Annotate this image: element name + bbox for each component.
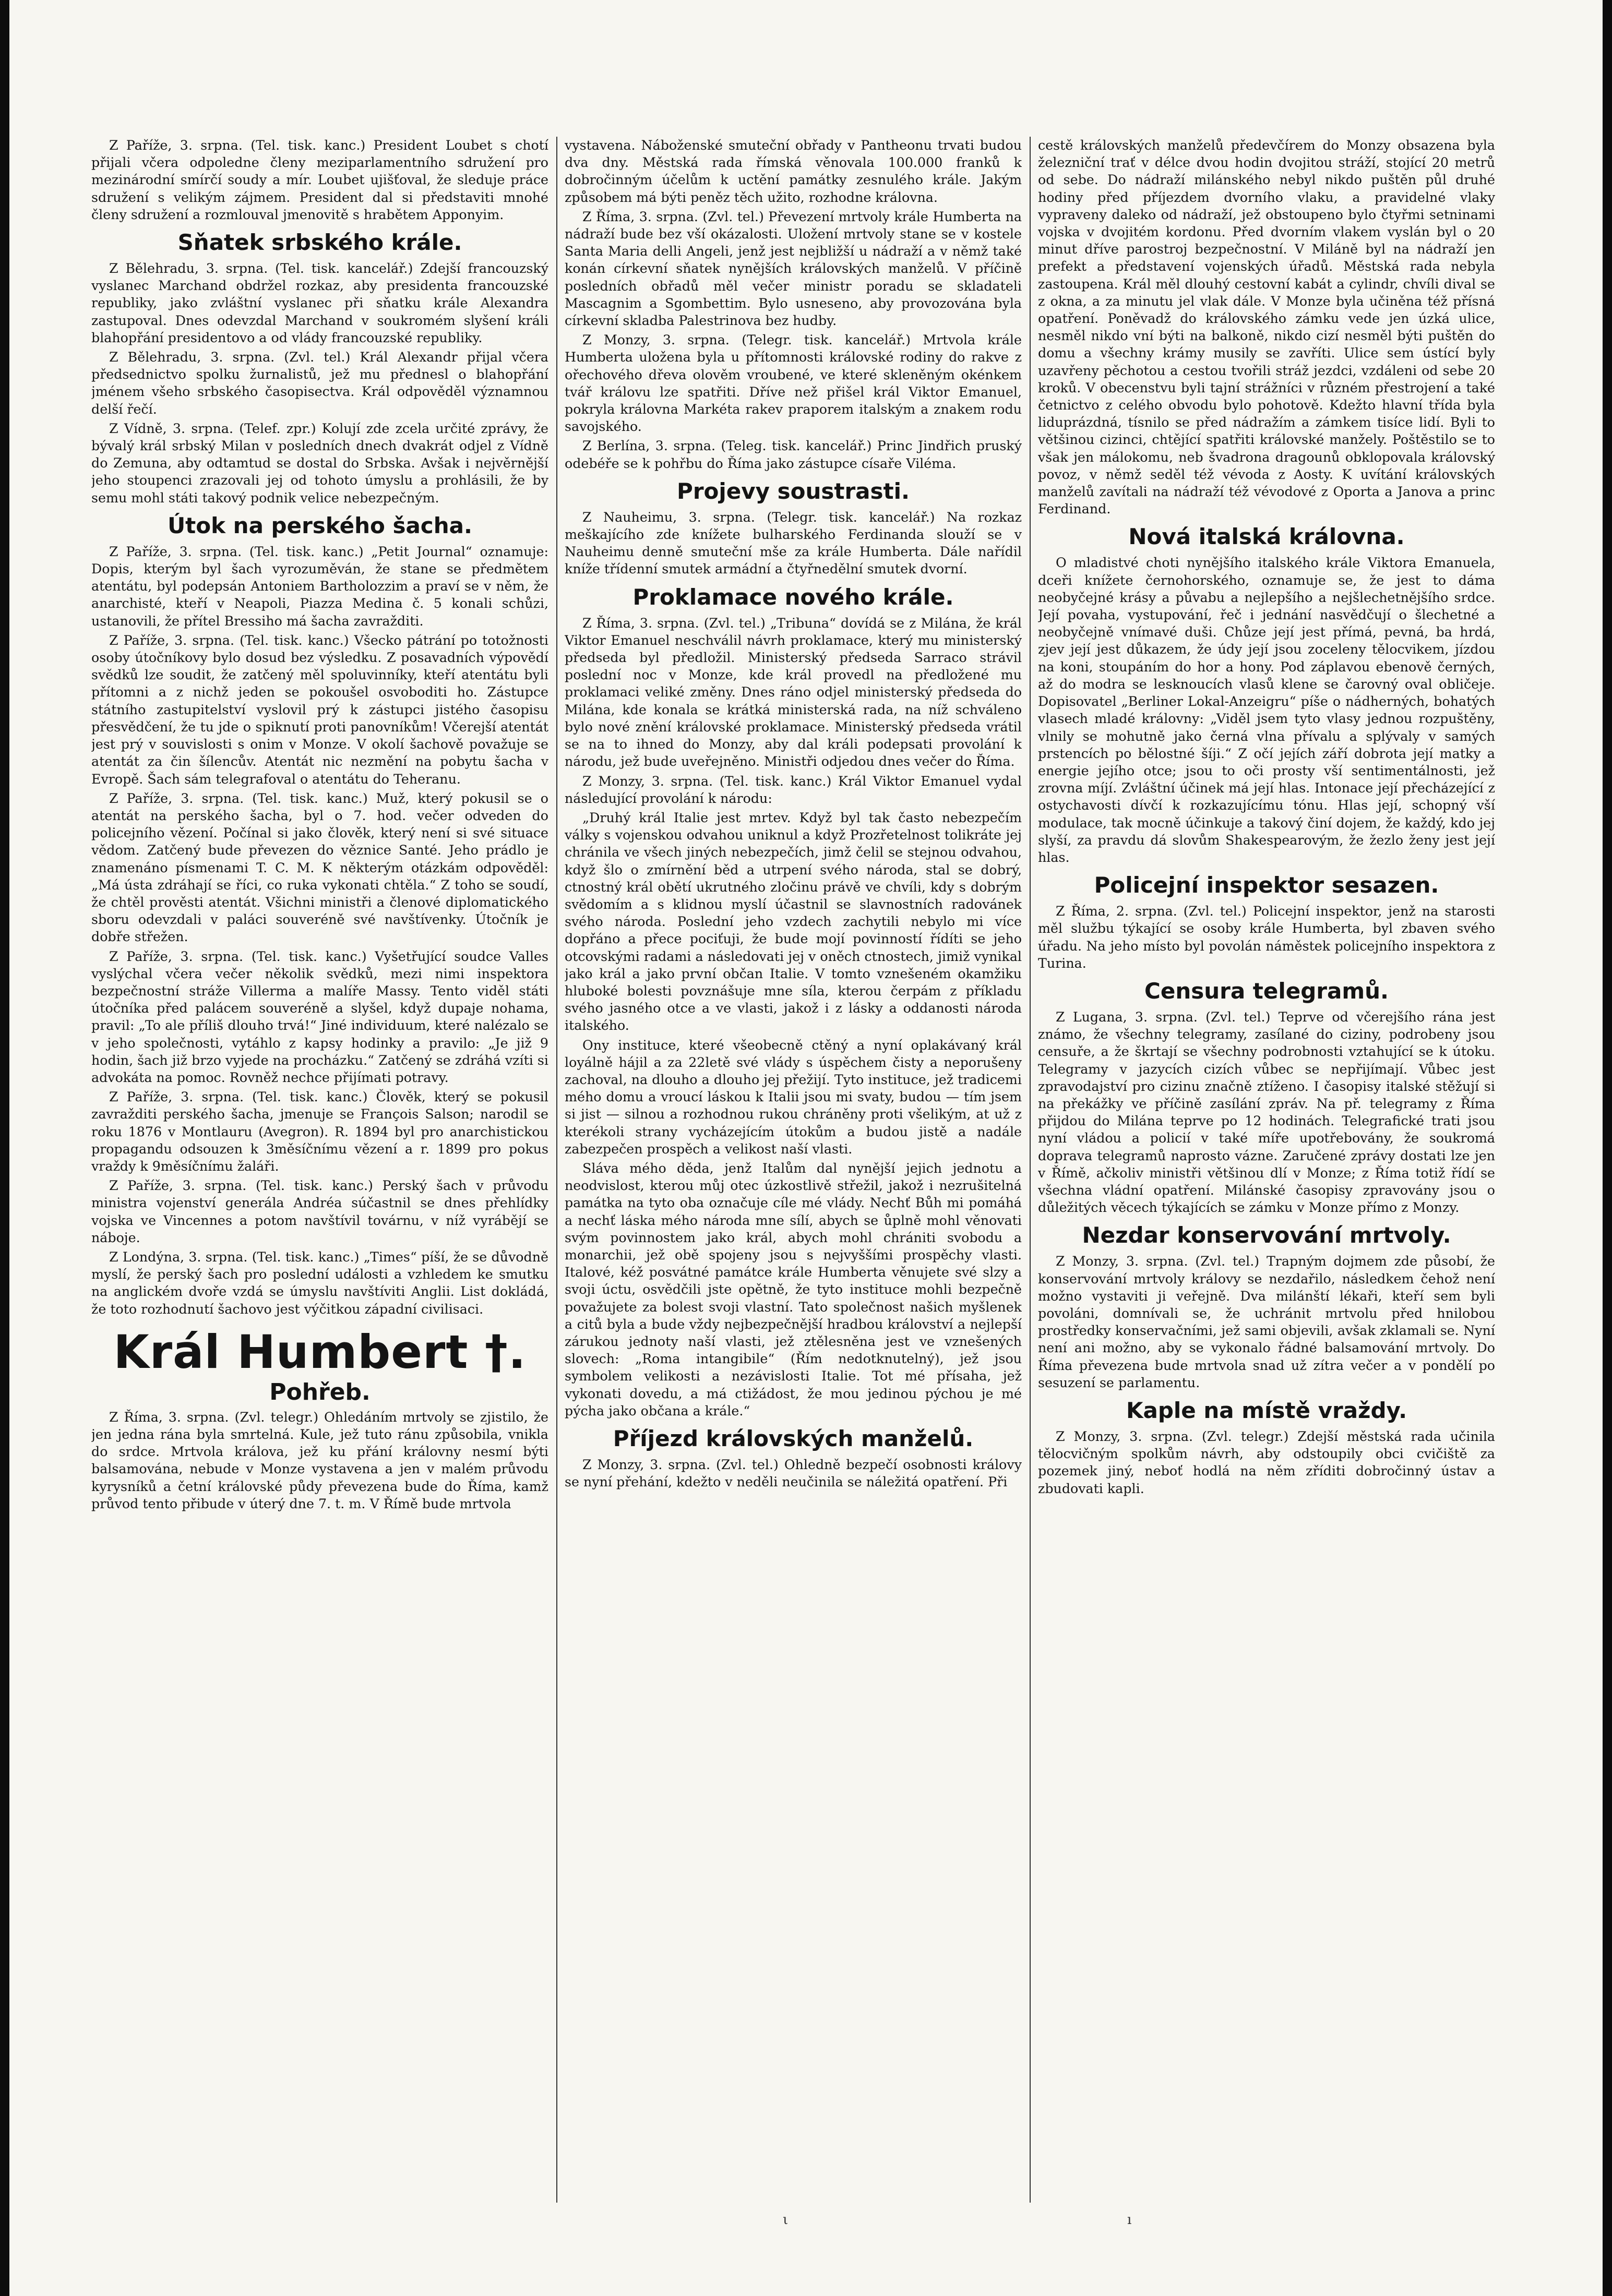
- headline-nova-kralovna: Nová italská královna.: [1128, 524, 1405, 550]
- column-3: [1038, 137, 1495, 2205]
- headline-proklamace: Proklamace nového krále.: [632, 584, 954, 610]
- headline-kaple: Kaple na místě vraždy.: [1126, 1398, 1407, 1423]
- article-paragraph: Z Paříže, 3. srpna. (Tel. tisk. kanc.) Perský šach v průvodu ministra vojenství generála Andréa súčastnil se dnes přehlídky vojska ve Vincennes a potom navštívil továrnu, v níž vyrábějí se náboje.: [91, 1178, 548, 1245]
- article-paragraph: Z Bělehradu, 3. srpna. (Tel. tisk. kancelář.) Zdejší francouzský vyslanec Marchand obdržel rozkaz, aby presidenta francouzské republiky, jako zvláštní vyslanec při sňatku krále Alexandra zastupoval. Dnes odevzdal Marchand v soukromém slyšení králi blahopřání presidentovo a od vlády francouzské republiky.: [91, 261, 548, 345]
- article-paragraph: Z Nauheimu, 3. srpna. (Telegr. tisk. kancelář.) Na rozkaz meškajícího zde knížete bulharského Ferdinanda slouží se v Nauheimu denně smuteční mše za krále Humberta. Dále nařídil kníže třídenní smutek armádní a čtyřnedělní smutek dvorní.: [565, 509, 1022, 577]
- subheadline-pohreb: Pohřeb.: [269, 1378, 371, 1405]
- article-paragraph: Z Bělehradu, 3. srpna. (Zvl. tel.) Král Alexandr přijal včera předsednictvo spolku žurnalistů, jež mu přednesl o blahopřání jménem všeho srbského časopisectva. Král odpověděl významnou delší řečí.: [91, 350, 548, 417]
- article-paragraph: Z Monzy, 3. srpna. (Zvl. tel.) Trapným dojmem zde působí, že konservování mrtvoly královy se nezdařilo, následkem čehož není možno vystaviti ji veřejně. Dva milánští lékaři, kteří sem byli povoláni, domnívali se, že uchránit mrtvolu před hnilobou prostředky konservačními, jež sami objevili, avšak zklamali se. Nyní není ani možno, aby se vykonalo řádné balsamování mrtvoly. Do Říma převezena bude mrtvola snad už zítra večer a v pondělí po sesuzení se parlamentu.: [1038, 1254, 1495, 1390]
- article-paragraph: Z Monzy, 3. srpna. (Zvl. telegr.) Zdejší městská rada učinila tělocvičným spolkům návrh, aby odstoupily obci cvičiště za pozemek jiný, neboť hodlá na něm zříditi dobročinný ústav a zbudovati kapli.: [1038, 1429, 1495, 1496]
- headline-nezdar: Nezdar konservování mrtvoly.: [1082, 1222, 1451, 1248]
- article-paragraph: Z Říma, 3. srpna. (Zvl. tel.) „Tribuna“ dovídá se z Milána, že král Viktor Emanuel neschválil návrh proklamace, který mu ministerský předseda byl předložil. Ministerský předseda Sarraco strávil poslední noc v Monze, kde král provedl na předložené mu proklamaci veliké změny. Dnes ráno odjel ministerský předseda do Milána, kde konala se krátká ministerská rada, na níž schváleno bylo nové znění královské proklamace. Ministerský předseda vrátil se na to ihned do Monzy, aby dal králi podepsati provolání k národu, jež bude uveřejněno. Ministři odjedou dnes večer do Říma.: [565, 615, 1022, 770]
- article-paragraph: Z Monzy, 3. srpna. (Zvl. tel.) Ohledně bezpečí osobnosti královy se nyní přehání, kdežto v neděli neučinila se náležitá opatření. Při: [565, 1457, 1022, 1490]
- headline-censura: Censura telegramů.: [1144, 978, 1389, 1004]
- column-rule: [556, 137, 557, 2203]
- article-paragraph: Z Paříže, 3. srpna. (Tel. tisk. kanc.) Vyšetřující soudce Valles vyslýchal včera večer několik svědků, mezi nimi inspektora bezpečnostní stráže Villerma a malíře Massy. Tento viděl státi útočníka před palácem souveréně a slyšel, když dupaje nohama, pravil: „To ale příliš dlouho trvá!“ Jiné individuum, které nalézalo se v jeho společnosti, vytáhlo z kapsy hodinky a pravilo: „Je již 9 hodin, šach již brzo vyjede na procházku.“ Zatčený se zdráhá vzíti si advokáta na pomoc. Rovněž nechce přijímati potravy.: [91, 948, 548, 1085]
- article-paragraph: Z Monzy, 3. srpna. (Tel. tisk. kanc.) Král Viktor Emanuel vydal následující provolání k národu:: [565, 773, 1022, 806]
- article-paragraph: Ony instituce, které všeobecně ctěný a nyní oplakávaný král loyálně hájil a za 22letě své vlády s úspěchem čisty a neporušeny zachoval, na dlouho a dlouho jej přežijí. Tyto instituce, jež tradicemi mého domu a vroucí láskou k Italii jsou mi svaty, budou — tím jsem si jist — silnou a rozhodnou rukou chráněny proti všelikým, at už z kterékoli strany vycházejícím útokům a budou jistě a nadále zabezpečen prospěch a velikost naší vlasti.: [565, 1037, 1022, 1157]
- column-rule: [1030, 137, 1031, 2203]
- headline-utok: Útok na perského šacha.: [168, 512, 472, 538]
- article-paragraph: Z Berlína, 3. srpna. (Teleg. tisk. kancelář.) Princ Jindřich pruský odebéře se k pohřbu do Říma jako zástupce císaře Viléma.: [565, 438, 1022, 471]
- footer-mark: ı: [1127, 2212, 1132, 2228]
- article-paragraph: Sláva mého děda, jenž Italům dal nynější jejich jednotu a neodvislost, kterou můj otec úzkostlivě střežil, jakož i nezrušitelná památka na tyto oba označuje cíle mé vlády. Nechť Bůh mi pomáhá a nechť láska mého národa mne sílí, abych se ůplně mohl věnovati svým povinnostem jako král, abych mohl chrániti svobodu a monarchii, jež obě spojeny jsou s nejvyššími prospěchy vlasti. Italové, kéž posvátné památce krále Humberta věnujete své slzy a svoji úctu, osvědčili jste opětně, že tyto instituce mohli bezpečně považujete za bolest svoji vlastní. Tato společnost našich myšlenek a citů byla a bude vždy nejbezpečnější hradbou království a nejlepší zárukou jednoty naší vlasti, jež ztělesněna jest ve vznešených slovech: „Roma intangibile“ (Řím nedotknutelný), jež jsou symbolem velikosti a nezávislosti Italie. Tot mé přísaha, jež vykonati dovedu, a má ctižádost, že mou jedinou pýchou je mé pýcha jako občana a krále.“: [565, 1160, 1022, 1419]
- article-paragraph: Z Vídně, 3. srpna. (Telef. zpr.) Kolují zde zcela určité zprávy, že bývalý král srbský Milan v posledních dnech dvakrát odjel z Vídně do Zemuna, aby odtamtud se dostal do Srbska. Avšak i nejvěrnější jeho stoupenci zrazovali jej od tohoto úmyslu a prohlásili, že by semu mohl státi takový podnik velice nebezpečným.: [91, 420, 548, 506]
- article-paragraph: Z Monzy, 3. srpna. (Telegr. tisk. kancelář.) Mrtvola krále Humberta uložena byla u přítomnosti královské rodiny do rakve z ořechového dřeva olověm vroubené, ve které skleněným okénkem tvář královu lze spatřiti. Dříve než přišel král Viktor Emanuel, pokryla královna Markéta rakev praporem italským a znakem rodu savojského.: [565, 332, 1022, 435]
- article-paragraph: Z Paříže, 3. srpna. (Tel. tisk. kanc.) President Loubet s chotí přijali včera odpoledne členy meziparlamentního sdružení pro mezinárodní smírčí soudy a mír. Loubet ujišťoval, že sleduje práce sdružení s velikým zájmem. President dal si představiti mnohé členy sdružení a rozmlouval jmenovitě s hrabětem Apponyim.: [91, 138, 548, 222]
- headline-kral-humbert: Král Humbert †.: [113, 1325, 527, 1379]
- article-paragraph: O mladistvé choti nynějšího italského krále Viktora Emanuela, dceři knížete černohorského, oznamuje se, že jest to dáma neobyčejné krásy a půvabu a nejlepšího a nejšlechetnějšího srdce. Její povaha, vystupování, řeč i jednání nasvědčují o šlechetné a neobyčejně vnímavé duši. Chůze její jest přímá, pevná, ba hrdá, zjev její jest důkazem, že údy její jsou zoceleny tělocvikem, jízdou na koni, stoupáním do hor a hony. Pod záplavou ebenově černých, až do modra se lesknoucích vlasů klene se čarovný oval obličeje. Dopisovatel „Berliner Lokal-Anzeigru“ píše o nádherných, bohatých vlasech mladé královny: „Viděl jsem tyto vlasy jednou rozpuštěny, vlnily se mohutně jako černá vlna přívalu a splývaly v samých prstencích po bělostné šíji.“ Z očí jejích září dobrota její matky a energie jejího otce; jsou to oči prosty vší sentimentálnosti, jež zrovna míjí. Zvláštní účinek má její hlas. Intonace její přecházející z ostychavosti dívčí k rozkazujícímu tónu. Hlas její, schopný vší modulace, tak mocně účinkuje a takový činí dojem, že každý, kdo jej slyší, za pravdu dá slovům Shakespearovým, že žezlo ženy jest její hlas.: [1038, 555, 1495, 865]
- newspaper-page: [91, 137, 1495, 2205]
- article-paragraph: Z Londýna, 3. srpna. (Tel. tisk. kanc.) „Times“ píší, že se důvodně myslí, že perský šach pro poslední události a vzhledem ke smutku na anglickém dvoře vzdá se úmyslu navštíviti Anglii. List dokládá, že toto rozhodnutí šachovo jest výčitkou západní civilisaci.: [91, 1249, 548, 1317]
- article-paragraph: cestě královských manželů předevčírem do Monzy obsazena byla železniční trať v délce dvou hodin dvojitou stráží, stojící 20 metrů od sebe. Do nádraží milánského nebyl nikdo puštěn půl druhé hodiny před příjezdem dvorního vlaku, a pravidelné vlaky vypraveny daleko od nádraží, jež obstoupeno bylo čtyřmi setninami vojska v dvojitém kordonu. Před dvorním vlakem vyslán byl o 20 minut dříve parostroj bezpečnostní. V Miláně byl na nádraží jen prefekt a představení vojenských úřadů. Městská rada nebyla zastoupena. Král měl dlouhý cestovní kabát a cylindr, chvíli dival se z okna, a za minutu jel vlak dále. V Monze byla učiněna též přísná opatření. Poněvadž do královského zámku vede jen úzká ulice, nesměl nikdo vní býti na balkoně, nikdo cizí nesměl býti puštěn do domu a všechny krámy musily se zavříti. Ulice sem ústící byly uzavřeny pěchotou a cestou tvořili stráž jezdci, vzdáleni od sebe 20 kroků. V obecenstvu byli tajní strážníci v různém přestrojení a také četnictvo z celého obvodu bylo pohotově. Kdežto hlavní třída byla liduprázdná, tísnilo se před nádražím a zámkem tisíce lidí. Byli to většinou cizinci, chtějící spatřiti královské manžely. Poštěstilo se to však jen málokomu, neb švadrona dragounů obklopovala královský povoz, v němž seděl též vévoda z Aosty. K uvítání královských manželů zavítali na nádraží též vévodové z Oporta a Janova a princ Ferdinand.: [1038, 138, 1495, 517]
- scan-border-left: [0, 0, 9, 2296]
- article-paragraph: „Druhý král Italie jest mrtev. Když byl tak často nebezpečím války s vojenskou odvahou uniknul a když Prozřetelnost tolikráte jej chránila ve všech jiných nebezpečích, jimž čelil se stejnou odvahou, když šlo o zmírnění běd a utrpení svého národa, stal se dobrý, ctnostný král obětí ukrutného zločinu právě ve chvíli, kdy s dobrým svědomím a s klidnou myslí účastnil se slavnostních radovánek svého národa. Poslední jeho vzdech zachytili nebylo mi více dopřáno a přece pociťuji, že bude mojí povinností řídíti se jeho otcovskými radami a následovati jej v oněch ctnostech, jimiž vynikal jako král a jako první občan Italie. V tomto vznešeném okamžiku hluboké bolesti povznášuje mne síla, kterou čerpám z příkladu svého jasného otce a ve vlasti, jakož i z lásky a oddanosti národa italského.: [565, 810, 1022, 1033]
- headline-policejni: Policejní inspektor sesazen.: [1094, 872, 1439, 898]
- footer-mark: ι: [783, 2212, 789, 2228]
- article-paragraph: Z Paříže, 3. srpna. (Tel. tisk. kanc.) „Petit Journal“ oznamuje: Dopis, kterým byl šach vyrozuměván, že stane se předmětem atentátu, byl podepsán Antoniem Bartholozzim a praví se v něm, že anarchisté, kteří v Neapoli, Piazza Medina č. 5 konali schůzi, ustanovili, že přítel Bressiho má šacha zavražditi.: [91, 544, 548, 629]
- article-paragraph: Z Paříže, 3. srpna. (Tel. tisk. kanc.) Muž, který pokusil se o atentát na perského šacha, byl o 7. hod. večer odveden do policejního vězení. Počínal si jako člověk, který není si své situace vědom. Zatčený bude převezen do věznice Santé. Jeho prádlo je znamenáno písmenami T. C. M. K některým otázkám odpověděl: „Má ústa zdráhají se říci, co ruka vykonati chtěla.“ Z toho se soudí, že chtěl prověsti atentát. Všichni ministři a členové diplomatického sboru odevzdali v paláci souveréně své navštívenky. Útočník je dobře střežen.: [91, 790, 548, 945]
- column-2: [565, 137, 1022, 2205]
- headline-projevy: Projevy soustrasti.: [677, 478, 910, 504]
- column-1: [91, 137, 548, 2205]
- article-paragraph: Z Paříže, 3. srpna. (Tel. tisk. kanc.) Všecko pátrání po totožnosti osoby útočníkovy bylo dosud bez výsledku. Z posavadních výpovědí svědků lze soudit, že zatčený měl spoluvinníky, kteří atentátu byli přítomni a z nichž jeden se pokoušel osvoboditi ho. Zástupce státního zastupitelství vyslovil prý k zástupci jistého časopisu přesvědčení, že tu jde o spiknutí proti panovníkům! Včerejší atentát jest prý v souvislosti s onim v Monze. V okolí šachově považuje se atentát za čin šílencův. Atentát nic nezmění na pobytu šacha v Evropě. Šach sám telegrafoval o atentátu do Teheranu.: [91, 632, 548, 787]
- scan-border-right: [1603, 0, 1612, 2296]
- article-paragraph: Z Lugana, 3. srpna. (Zvl. tel.) Teprve od včerejšího rána jest známo, že všechny telegramy, zasílané do ciziny, podrobeny jsou censuře, a že škrtají se všechny podrobnosti vztahující se k útoku. Telegramy v jazycích cizích vůbec se nepřijímají. Vůbec jest zpravodajství pro cizinu značně ztíženo. I časopisy italské stěžují si na překážky ve příčině zasílání zpráv. Na př. telegramy z Říma přijdou do Milána teprve po 12 hodinách. Telegrafické trati jsou nyní vládou a policií v také míře upotřebovány, že soukromá dopravа telegramů naprosto vázne. Zaručené zprávy dostati lze jen v Římě, ačkoliv ministři většinou dlí v Monze; z Říma totiž řídí se všechna vládní opatření. Milánské časopisy zpravovány jsou o důležitých věcech týkajících se zámku v Monze přímo z Monzy.: [1038, 1009, 1495, 1216]
- headline-satek: Sňatek srbského krále.: [177, 230, 462, 256]
- article-paragraph: vystavena. Náboženské smuteční obřady v Pantheonu trvati budou dva dny. Městská rada římská věnovala 100.000 franků k dobročinným účelům k uctění památky zesnulého krále. Jakým způsobem má býti peněz těch užito, rozhodne královna.: [565, 138, 1022, 205]
- article-paragraph: Z Říma, 3. srpna. (Zvl. tel.) Převezení mrtvoly krále Humberta na nádraží bude bez vší okázalosti. Uložení mrtvoly stane se v kostele Santa Maria delli Angeli, jenž jest nejbližší u nádraží a v němž také konán církevní sňatek nynějších královských manželů. V příčině posledních obřadů měl večer ministr poradu se skladateli Mascagnim a Sgombettim. Bylo usneseno, aby provozována byla církevní skladba Palestrinova bez hudby.: [565, 209, 1022, 329]
- headline-prijezd: Příjezd královských manželů.: [613, 1426, 974, 1452]
- article-paragraph: Z Paříže, 3. srpna. (Tel. tisk. kanc.) Člověk, který se pokusil zavražditi perského šacha, jmenuje se François Salson; narodil se roku 1876 v Montlauru (Avegron). R. 1894 byl pro anarchistickou propagandu odsouzen k 3měsíčnímu vězení a r. 1899 pro pokus vraždy k 9měsíčnímu žaláři.: [91, 1089, 548, 1174]
- article-paragraph: Z Říma, 3. srpna. (Zvl. telegr.) Ohledáním mrtvoly se zjistilo, že jen jedna rána byla smrtelná. Kule, jež tuto ránu způsobila, vnikla do srdce. Mrtvola králova, jež ku přání královny nesmí býti balsamována, nebude v Monze vystavena a jen v malém průvodu kyrysníků a četní královské půdy převezena bude do Říma, kamž průvod tento přibude v úterý dne 7. t. m. V Římě bude mrtvola: [91, 1409, 548, 1511]
- article-paragraph: Z Říma, 2. srpna. (Zvl. tel.) Policejní inspektor, jenž na starosti měl službu týkající se osoby krále Humberta, byl zbaven svého úřadu. Na jeho místo byl povolán náměstek policejního inspektora z Turina.: [1038, 904, 1495, 971]
